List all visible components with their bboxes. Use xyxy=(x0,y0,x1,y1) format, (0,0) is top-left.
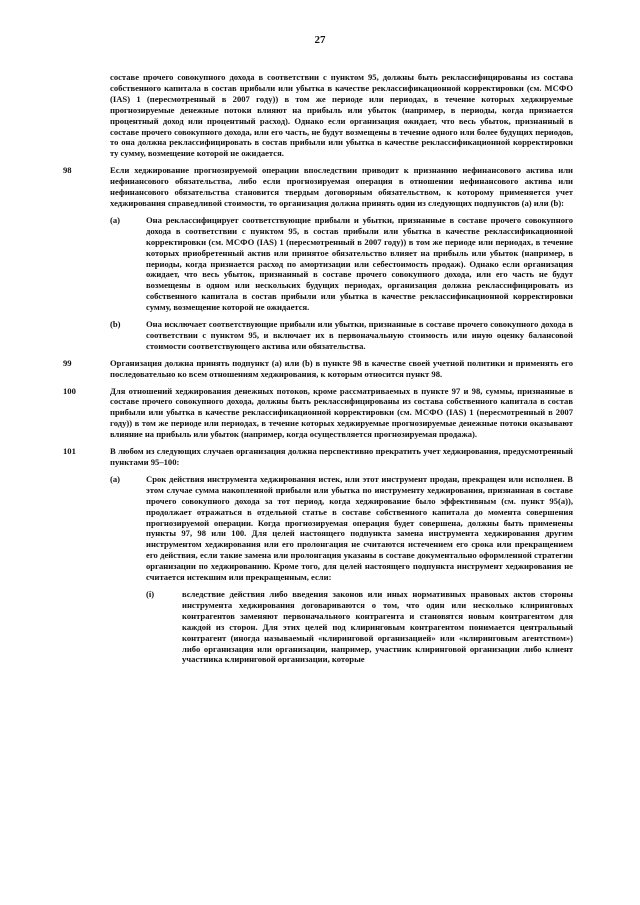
paragraph-number: 100 xyxy=(63,385,76,396)
page-number: 27 xyxy=(314,34,326,46)
subparagraph-text: Она реклассифицирует соответствующие прибыли и убытки, признанные в составе прочего совокупного дохода в соответствии с пунктом 95, в состав прибыли или убытка в качестве реклассификационной корректировки (см. МСФО (IAS) 1 (пересмотренный в 2007 году)) в том же периоде или периодах, в течение которых приобретенный актив или принятое обязательство влияет на прибыль или убыток (например, в периоды, когда признается расход по амортизации или себестоимость продаж). Однако если организация ожидает, что весь убыток, признанный в составе прочего совокупного дохода, или его часть не будут возмещены в одном или нескольких будущих периодах, организация должна реклассифицировать из собственного капитала в состав прибыли или убытка в качестве реклассификационной корректировки сумму, возмещение которой не ожидается. xyxy=(146,214,573,313)
subparagraph-a xyxy=(110,474,573,665)
subparagraph-text: Срок действия инструмента хеджирования истек, или этот инструмент продан, прекращен или исполнен. В этом случае сумма накопленной прибыли или убытка по инструменту хеджирования, признанная в составе прочего совокупного дохода за тот период, когда хеджирование было эффективным (см. пункт 95(a)), продолжает отражаться в отдельной статье в составе собственного капитала до момента совершения прогнозируемой операции. Когда прогнозируемая операция будет совершена, должны быть применены пункты 97, 98 или 100. Для целей настоящего подпункта замена инструмента хеджирования другим инструментом хеджирования или его пролонгация не считаются истечением его срока или прекращением его действия, если такие замена или пролонгация указаны в составе документально оформленной стратегии организации по хеджированию. Кроме того, для целей настоящего подпункта инструмент хеджирования не считается истекшим или прекращенным, если: xyxy=(146,473,573,583)
paragraph-number: 101 xyxy=(63,446,76,457)
subparagraph-label: (i) xyxy=(146,588,155,599)
paragraph-body xyxy=(110,446,573,665)
paragraph-text: Для отношений хеджирования денежных потоков, кроме рассматриваемых в пункте 97 и 98, суммы, признанные в составе прочего совокупного дохода, должны быть реклассифицированы из состава собственного капитала в состав прибыли или убытка в качестве реклассификационной корректировки (см. МСФО (IAS) 1 (пересмотренный в 2007 году)) в том же периоде или периодах, в течение которых хеджируемые прогнозируемые денежные потоки оказывают влияние на прибыль или убыток (например, когда осуществляется прогнозируемая продажа). xyxy=(110,385,573,440)
paragraph-101 xyxy=(63,446,573,665)
paragraph-text: Если хеджирование прогнозируемой операции впоследствии приводит к признанию нефинансового актива или нефинансового обязательства, либо если прогнозируемая операция в отношении нефинансового актива или нефинансового обязательства становится твердым договорным обязательством, к которому применяется учет хеджирования справедливой стоимости, то организация должна принять один из следующих подпунктов (a) или (b): xyxy=(110,165,573,208)
subparagraph-a xyxy=(110,215,573,313)
subparagraph-label: (b) xyxy=(110,319,121,330)
subparagraph-b xyxy=(110,319,573,352)
document-body xyxy=(63,72,573,665)
paragraph-number: 99 xyxy=(63,357,72,368)
subparagraph-text: Она исключает соответствующие прибыли или убытки, признанные в составе прочего совокупного дохода в соответствии с пунктом 95, и включает их в первоначальную стоимость или иную оценку балансовой стоимости соответствующего актива или обязательства. xyxy=(146,319,573,351)
subparagraph-label: (a) xyxy=(110,214,121,225)
continued-paragraph: составе прочего совокупного дохода в соответствии с пунктом 95, должны быть реклассифицированы из состава собственного капитала в состав прибыли или убытка в качестве реклассификационной корректировки (см. МСФО (IAS) 1 (пересмотренный в 2007 году)) в том же периоде или периодах, в течение которых хеджируемые прогнозируемые денежные потоки влияют на прибыль или убыток (например, в периоды, когда признается процентный доход или процентный расход). Однако если организация ожидает, что весь убыток, признанный в составе прочего совокупного дохода, или его часть, не будут возмещены в течение одного или более будущих периодов, то она должна реклассифицировать в состав прибыли или убытка в качестве реклассификационной корректировки ту сумму, возмещение которой не ожидается. xyxy=(110,72,573,159)
paragraph-99 xyxy=(63,358,573,380)
subparagraph-label: (a) xyxy=(110,473,121,484)
subparagraph-text: вследствие действия либо введения законов или иных нормативных правовых актов стороны инструмента хеджирования договариваются о том, что один или несколько клиринговых контрагентов заменяют первоначального контрагента и становятся новым контрагентом для каждой из сторон. Для этих целей под клиринговым контрагентом понимается центральный контрагент (иногда называемый «клиринговой организацией» или «клиринговым агентством») либо организация или организации, например, участник клиринговой организации либо клиент участника клиринговой организации, которые xyxy=(182,588,573,665)
paragraph-100 xyxy=(63,386,573,441)
paragraph-98 xyxy=(63,165,573,352)
paragraph-body xyxy=(110,165,573,352)
subparagraph-body xyxy=(146,474,573,665)
paragraph-number: 98 xyxy=(63,165,72,176)
paragraph-text: Организация должна принять подпункт (a) или (b) в пункте 98 в качестве своей учетной политики и применять его последовательно ко всем отношениям хеджирования, к которым относится пункт 98. xyxy=(110,357,573,379)
paragraph-text: В любом из следующих случаев организация должна перспективно прекратить учет хеджирования, предусмотренный пунктами 95–100: xyxy=(110,446,573,467)
subparagraph-i xyxy=(146,589,573,665)
